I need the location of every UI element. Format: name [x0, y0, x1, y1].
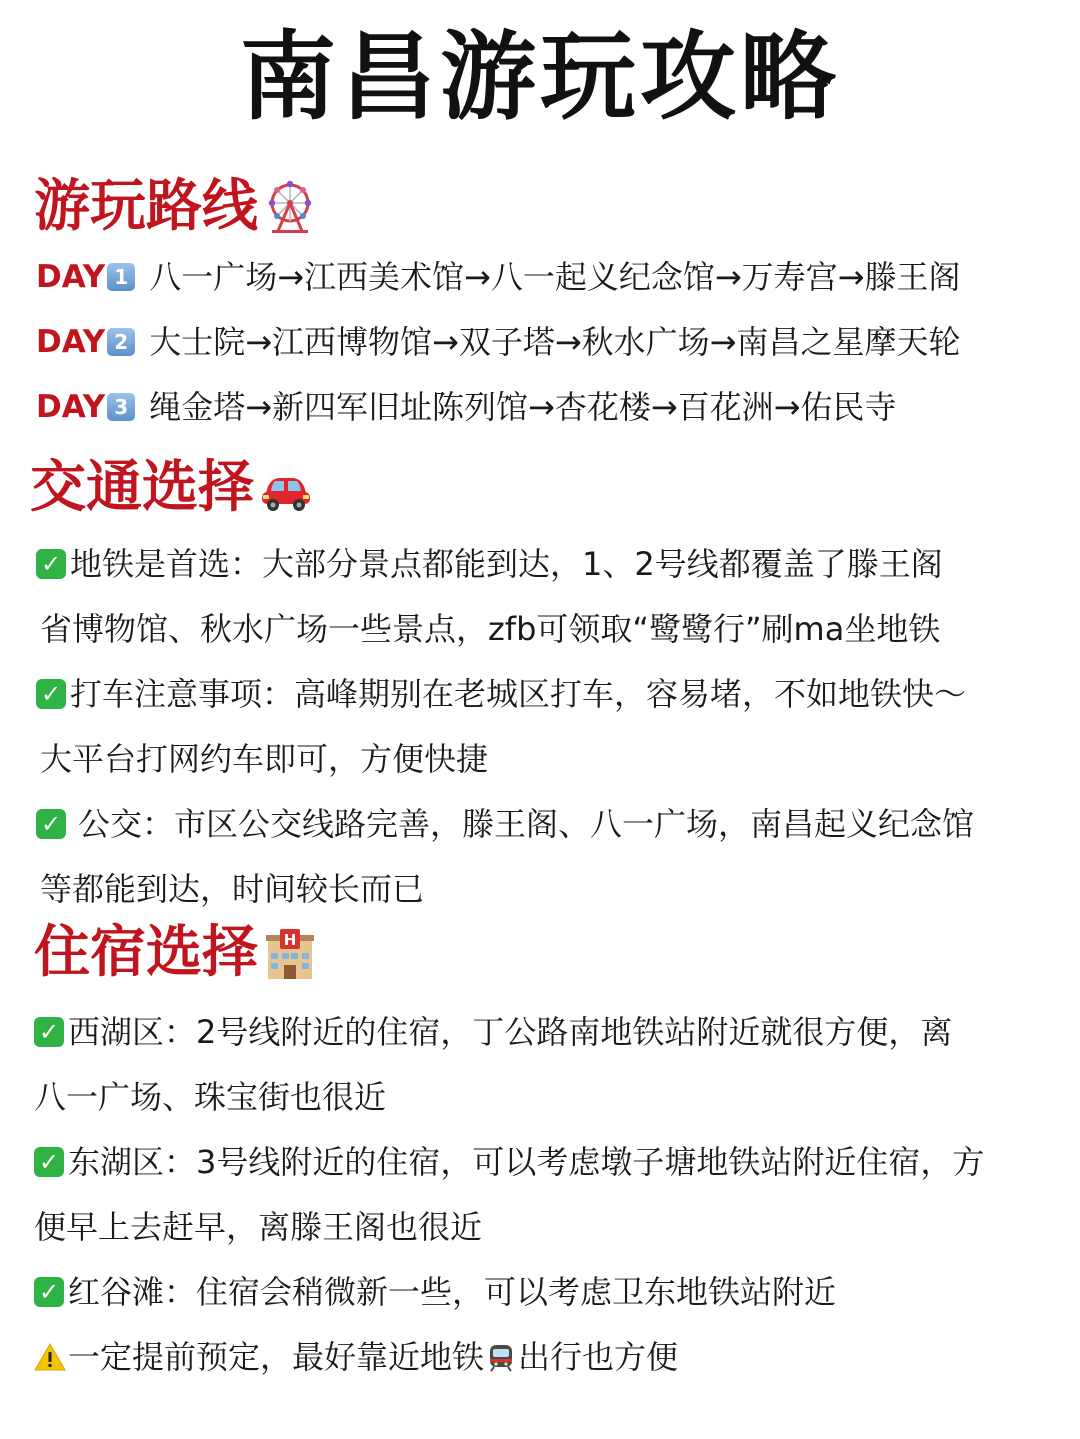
check-mark-icon: ✓ [34, 1017, 64, 1047]
day-row-1 [36, 255, 960, 299]
lodging-tip-text-end: 出行也方便 [518, 1338, 679, 1376]
svg-text:H: H [283, 931, 297, 949]
transport-heading-text: 交通选择 [30, 455, 254, 520]
transport-line-2 [40, 607, 940, 651]
day-number-badge: 2 [107, 328, 135, 356]
check-mark-icon: ✓ [36, 679, 66, 709]
check-mark-icon: ✓ [36, 809, 66, 839]
lodging-heading [34, 920, 318, 986]
transport-text: 省博物馆、秋水广场一些景点，zfb可领取“鹭鹭行”刷ma坐地铁 [40, 610, 941, 648]
day-label: DAY [36, 259, 106, 295]
day-route-text: 大士院→江西博物馆→双子塔→秋水广场→南昌之星摩天轮 [149, 323, 961, 361]
day-route-text: 绳金塔→新四军旧址陈列馆→杏花楼→百花洲→佑民寺 [149, 388, 897, 426]
day-label: DAY [36, 324, 106, 360]
transport-text: 大平台打网约车即可，方便快捷 [40, 740, 489, 778]
metro-train-icon [486, 1342, 516, 1372]
transport-line-6 [40, 867, 424, 911]
transport-line-5 [36, 802, 974, 846]
day-label: DAY [36, 389, 106, 425]
lodging-tip-text: 一定提前预定，最好靠近地铁 [68, 1338, 485, 1376]
transport-heading [30, 455, 314, 521]
hotel-icon [262, 925, 318, 981]
check-mark-icon: ✓ [34, 1147, 64, 1177]
lodging-line-5 [34, 1270, 836, 1314]
lodging-line-3 [34, 1140, 984, 1184]
ferris-wheel-icon [262, 179, 318, 235]
day-number-badge: 3 [107, 393, 135, 421]
check-mark-icon: ✓ [34, 1277, 64, 1307]
red-car-icon [258, 460, 314, 516]
lodging-line-4 [34, 1205, 482, 1249]
lodging-heading-text: 住宿选择 [34, 920, 258, 985]
day-row-3 [36, 385, 896, 429]
day-row-2 [36, 320, 960, 364]
transport-text: 地铁是首选：大部分景点都能到达，1、2号线都覆盖了滕王阁 [70, 545, 943, 583]
lodging-line-1 [34, 1010, 952, 1054]
lodging-text: 八一广场、珠宝街也很近 [34, 1078, 387, 1116]
route-heading [34, 174, 318, 240]
transport-line-3 [36, 672, 966, 716]
lodging-text: 西湖区：2号线附近的住宿，丁公路南地铁站附近就很方便，离 [68, 1013, 953, 1051]
transport-line-1 [36, 542, 943, 586]
transport-text: 打车注意事项：高峰期别在老城区打车，容易堵，不如地铁快～ [70, 675, 967, 713]
transport-line-4 [40, 737, 488, 781]
transport-text: 公交：市区公交线路完善，滕王阁、八一广场，南昌起义纪念馆 [78, 805, 975, 843]
warning-icon [34, 1342, 66, 1372]
lodging-text: 红谷滩：住宿会稍微新一些，可以考虑卫东地铁站附近 [68, 1273, 837, 1311]
page-title: 南昌游玩攻略 [240, 21, 840, 133]
route-heading-text: 游玩路线 [34, 174, 258, 239]
lodging-text: 东湖区：3号线附近的住宿，可以考虑墩子塘地铁站附近住宿，方 [68, 1143, 985, 1181]
day-route-text: 八一广场→江西美术馆→八一起义纪念馆→万寿宫→滕王阁 [149, 258, 961, 296]
transport-text: 等都能到达，时间较长而已 [40, 870, 425, 908]
lodging-line-2 [34, 1075, 386, 1119]
check-mark-icon: ✓ [36, 549, 66, 579]
lodging-text: 便早上去赶早，离滕王阁也很近 [34, 1208, 483, 1246]
lodging-tip [34, 1335, 678, 1379]
day-number-badge: 1 [107, 263, 135, 291]
